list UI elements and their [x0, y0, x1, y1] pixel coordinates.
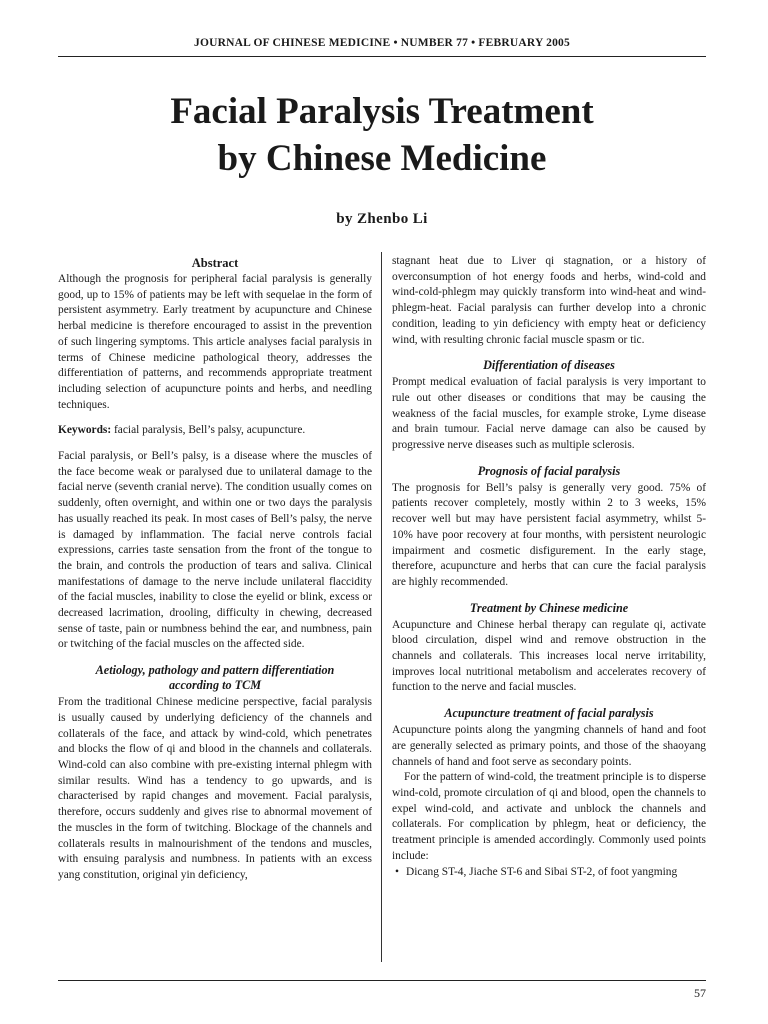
abstract-text: Although the prognosis for peripheral facial paralysis is generally good, up to 15% of patients may be left with sequelae in the form of persistent asymmetry. Early treatment by acupuncture and Chinese herbal medicine is therefore encouraged to assist in the prevention of such lingering symptoms. This article analyses facial paralysis in terms of Chinese medicine pathological theory, addresses the differentiation of patterns, and recommends appropriate treatment including selection of acupuncture points and herbs, and needling techniques.	[58, 273, 372, 411]
treatment-heading: Treatment by Chinese medicine	[469, 600, 629, 615]
acupuncture-heading: Acupuncture treatment of facial paralysis	[444, 706, 654, 721]
aetiology-heading-line-1: Aetiology, pathology and pattern differentiation	[95, 663, 335, 678]
title-line-1: Facial Paralysis Treatment	[170, 91, 594, 132]
keywords	[58, 423, 372, 439]
acupuncture-paragraph-2: For the pattern of wind-cold, the treatment principle is to disperse wind-cold, promote circulation of qi and blood, open the channels to expel wind-cold, and activate and unblock the channels and collaterals. For complication by phlegm, heat or deficiency, the treatment principle is amended accordingly. Commonly used points include:	[392, 771, 706, 862]
list-item: • Dicang ST-4, Jiache ST-6 and Sibai ST-2, of foot yangming	[406, 865, 706, 881]
treatment-paragraph: Acupuncture and Chinese herbal therapy can regulate qi, activate blood circulation, dispel wind and remove obstruction in the channels and collaterals. This increases local nerve irritability, improves local nutritional metabolism and accelerates recovery of function to the nerve and facial muscles.	[392, 618, 706, 694]
prognosis-heading: Prognosis of facial paralysis	[477, 463, 621, 478]
aetiology-paragraph-continued: stagnant heat due to Liver qi stagnation, or a history of overconsumption of hot energy foods and herbs, wind-cold and wind-cold-phlegm may quickly transform into wind-heat and wind-phlegm-heat. Facial paralysis can further develop into a chronic condition, leading to yin deficiency with empty heat or deficiency wind, with resulting chronic facial muscle spasm or tic.	[392, 255, 706, 346]
right-column	[392, 254, 706, 962]
column-divider	[381, 252, 382, 962]
title-line-2: by Chinese Medicine	[217, 138, 547, 179]
aetiology-paragraph: From the traditional Chinese medicine perspective, facial paralysis is usually caused by underlying deficiency of the channels and collaterals of the face, and attack by wind-cold, which penetrates and blocks the flow of qi and blood in the channels and collaterals. Wind-cold can also combine with pre-existing internal phlegm with similar results. Wind has a tendency to go upwards, and is characterised by rapid changes and movement. Facial paralysis, therefore, occurs suddenly and gives rise to abnormal movement of the muscles in the form of twitching. Blockage of the channels and collaterals results in malnourishment of the tendons and muscles, with ensuing paralysis and numbness. In patients with an excess yang constitution, original yin deficiency,	[58, 696, 372, 881]
header-rule	[58, 56, 706, 57]
differentiation-heading: Differentiation of diseases	[483, 358, 615, 373]
abstract-heading: Abstract	[191, 256, 239, 270]
footer-rule	[58, 980, 706, 981]
intro-paragraph: Facial paralysis, or Bell’s palsy, is a disease where the muscles of the face become weak or paralysed due to unilateral damage to the facial nerve (seventh cranial nerve). The condition usually comes on suddenly, often overnight, and within one or two days the paralysis has usually reached its peak. In most cases of Bell’s palsy, the nerve is damaged by inflammation. The facial nerve controls facial expressions, carries taste sensation from the front of the tongue to the brain, and controls the production of tears and saliva. Clinical manifestations of damage to the nerve include unilateral flaccidity of the facial muscles, inability to close the eyelid or blink, excess or decreased lacrimation, drooling, difficulty in chewing, decreased sense of taste, pain or numbness behind the ear, and numbness, pain or twitching of the facial muscles on the affected side.	[58, 450, 372, 651]
aetiology-heading	[58, 663, 372, 693]
page-number: 57	[694, 986, 706, 1000]
keywords-text: facial paralysis, Bell’s palsy, acupuncture.	[111, 424, 306, 437]
journal-header: JOURNAL OF CHINESE MEDICINE • NUMBER 77 • FEBRUARY 2005	[194, 37, 570, 49]
aetiology-heading-line-2: according to TCM	[168, 678, 262, 693]
acupuncture-paragraph-1: Acupuncture points along the yangming channels of hand and foot are generally selected as primary points, and those of the shaoyang channels of hand and foot serve as secondary points.	[392, 724, 706, 768]
article-title	[58, 88, 706, 182]
author-byline: by Zhenbo Li	[336, 211, 428, 227]
left-column	[58, 256, 372, 964]
points-list	[392, 865, 706, 881]
prognosis-paragraph: The prognosis for Bell’s palsy is generally very good. 75% of patients recover completely, mostly within 2 to 3 weeks, 15% recover well but may have persistent facial asymmetry, whilst 5-10% have poor recovery at four months, with persistent neurologic impairment and cosmetic disfigurement. In the early stage, therefore, acupuncture and herbs that can cure the facial paralysis are highly recommended.	[392, 481, 706, 588]
differentiation-paragraph: Prompt medical evaluation of facial paralysis is very important to rule out other diseases or conditions that may be causing the weakness of the facial muscles, for example stroke, Lyme disease and brain tumour. Facial nerve damage can also be caused by progressive nerve diseases such as multiple sclerosis.	[392, 376, 706, 452]
keywords-label: Keywords:	[58, 424, 112, 437]
